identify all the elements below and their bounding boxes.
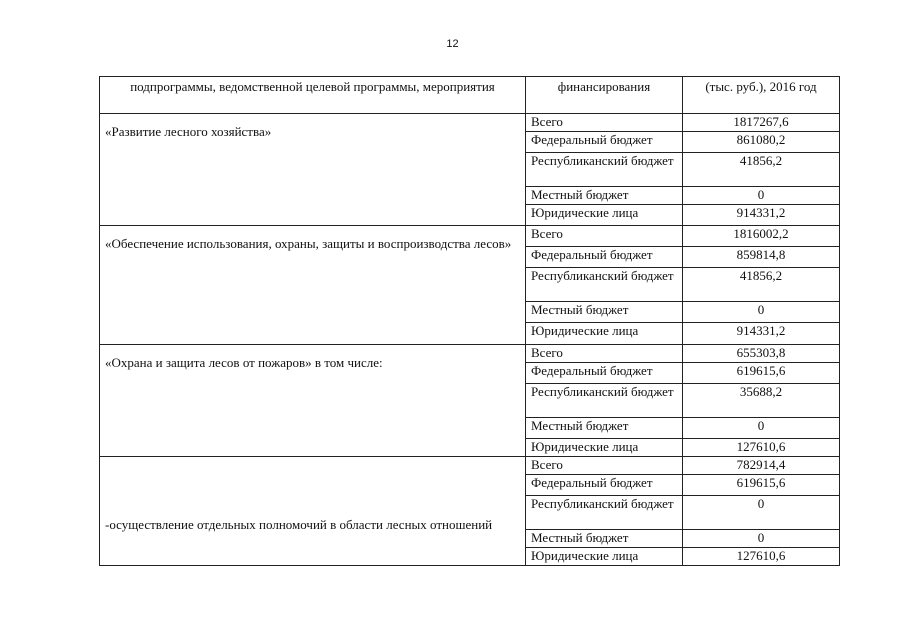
funding-source: Всего: [526, 114, 683, 132]
funding-source: Всего: [526, 457, 683, 475]
funding-amount: 859814,8: [683, 247, 840, 268]
funding-amount: 0: [683, 418, 840, 439]
funding-amount: 914331,2: [683, 205, 840, 226]
funding-amount: 1817267,6: [683, 114, 840, 132]
funding-source: Республиканский бюджет: [526, 496, 683, 530]
funding-table: [99, 76, 840, 566]
table-row: [100, 457, 840, 475]
funding-source: Республиканский бюджет: [526, 268, 683, 302]
funding-source: Местный бюджет: [526, 302, 683, 323]
funding-source: Юридические лица: [526, 548, 683, 566]
header-funding-source: финансирования: [526, 77, 683, 114]
program-title: «Обеспечение использования, охраны, защиты и воспроизводства лесов»: [100, 226, 526, 345]
funding-amount: 619615,6: [683, 475, 840, 496]
funding-source: Республиканский бюджет: [526, 384, 683, 418]
header-amount-2016: (тыс. руб.), 2016 год: [683, 77, 840, 114]
funding-source: Федеральный бюджет: [526, 475, 683, 496]
funding-source: Федеральный бюджет: [526, 363, 683, 384]
funding-source: Местный бюджет: [526, 530, 683, 548]
funding-amount: 127610,6: [683, 548, 840, 566]
table-header-row: [100, 77, 840, 114]
funding-source: Юридические лица: [526, 323, 683, 345]
header-program-name: подпрограммы, ведомственной целевой программы, мероприятия: [100, 77, 526, 114]
funding-source: Республиканский бюджет: [526, 153, 683, 187]
funding-amount: 0: [683, 302, 840, 323]
funding-source: Юридические лица: [526, 439, 683, 457]
funding-amount: 619615,6: [683, 363, 840, 384]
page-number: 12: [446, 38, 459, 50]
funding-source: Местный бюджет: [526, 187, 683, 205]
funding-amount: 0: [683, 496, 840, 530]
funding-amount: 41856,2: [683, 268, 840, 302]
funding-source: Всего: [526, 226, 683, 247]
funding-amount: 127610,6: [683, 439, 840, 457]
funding-amount: 0: [683, 530, 840, 548]
funding-source: Федеральный бюджет: [526, 247, 683, 268]
program-title: «Охрана и защита лесов от пожаров» в том числе:: [100, 345, 526, 457]
program-title: «Развитие лесного хозяйства»: [100, 114, 526, 226]
funding-amount: 41856,2: [683, 153, 840, 187]
funding-amount: 861080,2: [683, 132, 840, 153]
funding-amount: 914331,2: [683, 323, 840, 345]
table-row: [100, 226, 840, 247]
funding-source: Местный бюджет: [526, 418, 683, 439]
funding-amount: 35688,2: [683, 384, 840, 418]
funding-source: Федеральный бюджет: [526, 132, 683, 153]
funding-amount: 1816002,2: [683, 226, 840, 247]
program-title: -осуществление отдельных полномочий в области лесных отношений: [100, 457, 526, 566]
funding-amount: 0: [683, 187, 840, 205]
table-row: [100, 114, 840, 132]
funding-amount: 782914,4: [683, 457, 840, 475]
table-row: [100, 345, 840, 363]
funding-source: Всего: [526, 345, 683, 363]
funding-source: Юридические лица: [526, 205, 683, 226]
funding-amount: 655303,8: [683, 345, 840, 363]
